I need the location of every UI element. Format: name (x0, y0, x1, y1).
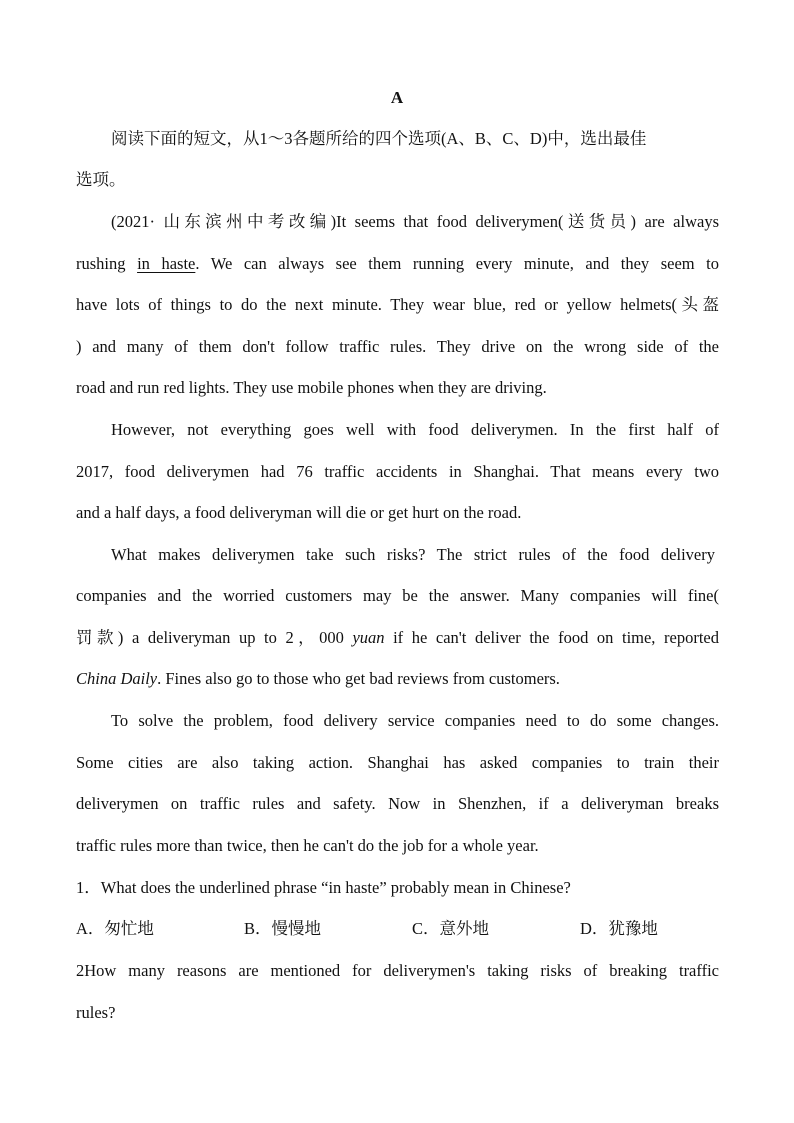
question-2-line-1: 2How many reasons are mentioned for deliverymen's taking risks of breaking traffic (76, 961, 719, 980)
q1-option-c: C．意外地 (412, 919, 490, 938)
p1-line-1: (2021· 山东滨州中考改编)It seems that food deliverymen(送货员) are always (111, 212, 719, 231)
underlined-phrase: in haste (137, 254, 196, 273)
q1-option-d: D．犹豫地 (580, 919, 658, 938)
p1-line-3: have lots of things to do the next minute. They wear blue, red or yellow helmets(头盔 (76, 295, 719, 314)
p1-line-2-start: rushing (76, 254, 126, 273)
q1-option-b: B．慢慢地 (244, 919, 322, 938)
p4-line-1: To solve the problem, food delivery service companies need to do some changes. (111, 711, 719, 730)
p3-line-4-end: . Fines also go to those who get bad reviews from customers. (157, 669, 560, 688)
p1-line-2 (76, 253, 719, 275)
question-1: 1．What does the underlined phrase “in haste” probably mean in Chinese? (76, 878, 571, 897)
p3-line-3-end: if he can't deliver the food on time, reported (384, 628, 719, 647)
instruction-line-1: 阅读下面的短文，从1～3各题所给的四个选项(A、B、C、D)中，选出最佳 (111, 129, 647, 148)
p3-line-2: companies and the worried customers may be the answer. Many companies will fine( (76, 586, 719, 605)
p3-line-1: What makes deliverymen take such risks? The strict rules of the food delivery (111, 545, 715, 564)
p4-line-4: traffic rules more than twice, then he can't do the job for a whole year. (76, 836, 539, 855)
p3-line-3-start: 罚款) a deliveryman up to 2，000 (76, 628, 353, 647)
passage-title: A (390, 88, 404, 107)
question-2-line-2: rules? (76, 1003, 116, 1022)
p4-line-3: deliverymen on traffic rules and safety. Now in Shenzhen, if a deliveryman breaks (76, 794, 719, 813)
q1-option-a: A．匆忙地 (76, 919, 154, 938)
italic-yuan: yuan (352, 628, 385, 647)
p1-line-5: road and run red lights. They use mobile phones when they are driving. (76, 378, 547, 397)
p1-line-4: ) and many of them don't follow traffic rules. They drive on the wrong side of the (76, 337, 719, 356)
p2-line-3: and a half days, a food deliveryman will die or get hurt on the road. (76, 503, 522, 522)
p1-line-2-end: . We can always see them running every minute, and they seem to (195, 254, 720, 273)
p3-line-4 (76, 668, 719, 690)
p4-line-2: Some cities are also taking action. Shanghai has asked companies to train their (76, 753, 719, 772)
p2-line-2: 2017, food deliverymen had 76 traffic accidents in Shanghai. That means every two (76, 462, 719, 481)
p3-line-3 (76, 627, 719, 649)
instruction-line-2: 选项。 (76, 170, 126, 189)
p2-line-1: However, not everything goes well with food deliverymen. In the first half of (111, 420, 719, 439)
italic-china-daily: China Daily (76, 669, 158, 688)
